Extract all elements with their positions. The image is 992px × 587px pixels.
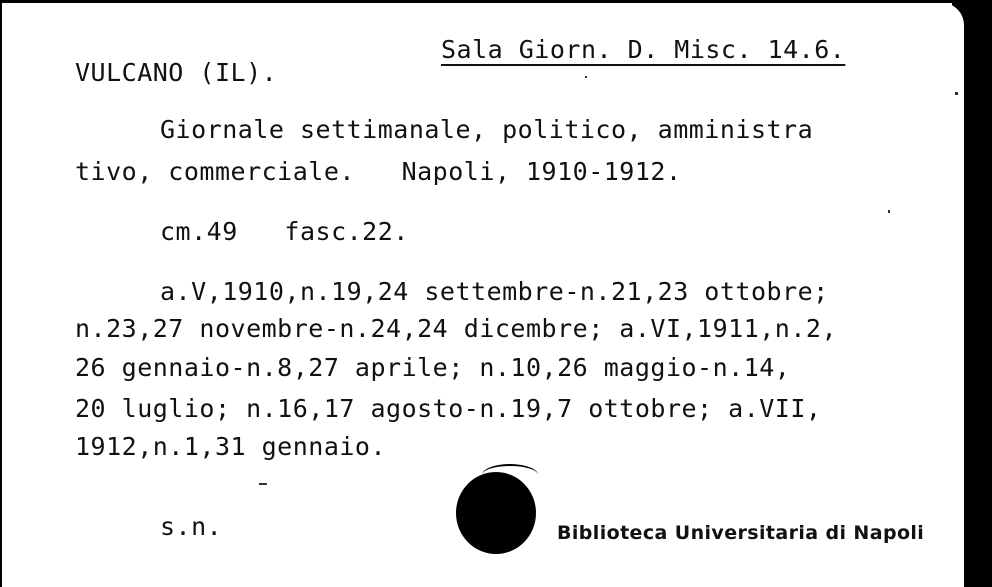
speck [259,483,267,485]
description-line-2: tivo, commerciale. Napoli, 1910-1912. [75,157,682,186]
library-stamp-text: Biblioteca Universitaria di Napoli [557,522,925,544]
scan-border-right [964,0,992,587]
holdings-line-4: 20 luglio; n.16,17 agosto-n.19,7 ottobre; a.VII, [75,394,822,423]
measurements: cm.49 fasc.22. [160,217,409,246]
holdings-line-5: 1912,n.1,31 gennaio. [75,432,387,461]
card-title: VULCANO (IL). [75,58,278,87]
library-seal-icon [456,472,536,554]
holdings-line-1: a.V,1910,n.19,24 settembre-n.21,23 ottobre; [160,277,829,306]
speck [955,92,958,95]
description-line-1: Giornale settimanale, politico, amministra [160,115,814,144]
note-sn: s.n. [160,512,223,541]
speck [888,210,890,213]
holdings-line-3: 26 gennaio-n.8,27 aprile; n.10,26 maggio-n.14, [75,353,791,382]
speck [585,76,587,78]
shelfmark: Sala Giorn. D. Misc. 14.6. [441,35,846,64]
holdings-line-2: n.23,27 novembre-n.24,24 dicembre; a.VI,1911,n.2, [75,314,838,343]
